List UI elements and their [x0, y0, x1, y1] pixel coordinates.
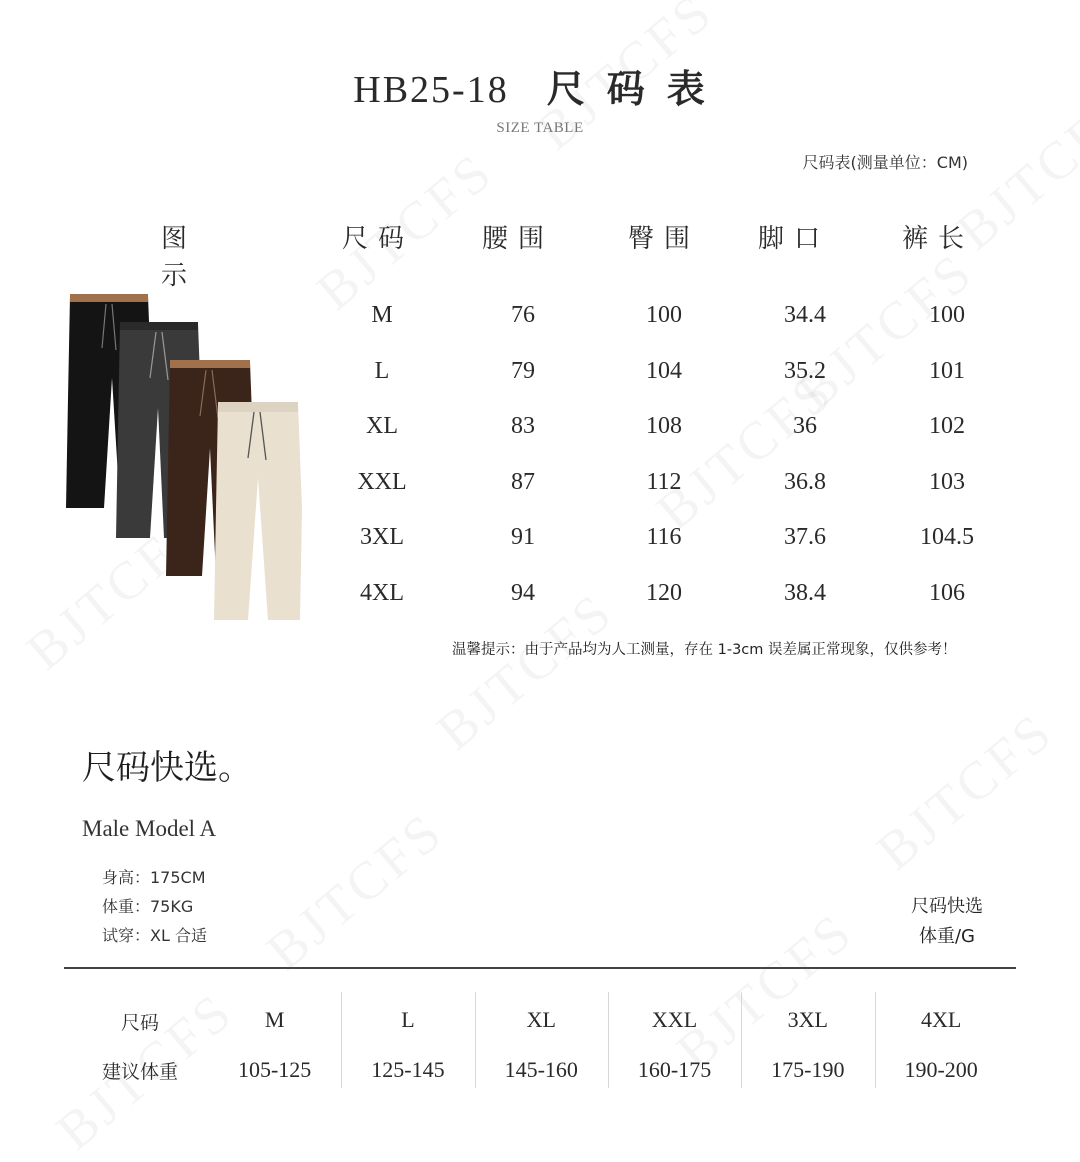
cell-waist: 87 [511, 468, 535, 495]
page-title [0, 58, 1080, 113]
product-code: HB25-18 [353, 69, 509, 111]
quick-size-cell: 3XL [787, 1007, 828, 1032]
cell-length: 106 [929, 579, 965, 606]
watermark [255, 800, 456, 983]
cell-hip: 112 [646, 468, 682, 495]
quick-weight-cell: 125-145 [371, 1057, 445, 1082]
quick-weight-cell: 145-160 [504, 1057, 578, 1082]
quick-weight-cell: 160-175 [637, 1057, 712, 1082]
cell-size: 3XL [360, 524, 404, 550]
row-label-weight: 建议体重 [101, 1061, 178, 1083]
quick-size-cell: 4XL [920, 1007, 962, 1032]
quick-weight-cell: 105-125 [237, 1057, 312, 1082]
pants-illustration-icon [60, 288, 310, 628]
quick-size-cell: XL [526, 1007, 556, 1032]
cell-size: XXL [357, 468, 407, 495]
column-header-hip: 臀围 [627, 224, 700, 254]
quick-size-cell: M [264, 1007, 285, 1032]
quick-size-cell: L [401, 1007, 415, 1032]
cell-hip: 104 [646, 357, 682, 384]
column-header-size: 尺码 [341, 224, 414, 254]
measurement-note: 温馨提示：由于产品均为人工测量，存在 1-3cm 误差属正常现象，仅供参考！ [452, 642, 957, 658]
quick-select-heading: 尺码快选。 [82, 748, 252, 788]
watermark [785, 240, 986, 423]
page-subtitle: SIZE TABLE [496, 120, 584, 136]
cell-waist: 91 [511, 524, 535, 550]
quick-weight-cell: 190-200 [904, 1057, 978, 1082]
cell-length: 101 [929, 357, 965, 384]
cell-length: 100 [929, 302, 965, 328]
cell-hem: 38.4 [784, 579, 826, 606]
divider [64, 967, 1016, 969]
column-header-length: 裤长 [901, 224, 974, 254]
column-divider [475, 992, 476, 1088]
column-header-waist: 腰围 [481, 224, 554, 254]
column-divider [341, 992, 342, 1088]
cell-hem: 34.4 [784, 302, 826, 328]
model-height: 身高：175CM [102, 868, 206, 887]
cell-hip: 116 [646, 524, 682, 550]
cell-length: 102 [929, 413, 965, 439]
column-divider [608, 992, 609, 1088]
quick-weight-cell: 175-190 [771, 1057, 845, 1082]
column-header-hem: 脚口 [757, 224, 830, 254]
title-cn: 尺码表 [546, 67, 727, 111]
model-name: Male Model A [82, 816, 217, 841]
cell-hip: 100 [646, 302, 682, 328]
cell-hem: 37.6 [784, 524, 826, 550]
row-label-size: 尺码 [120, 1012, 159, 1034]
cell-length: 104.5 [920, 524, 974, 550]
cell-waist: 83 [511, 413, 535, 439]
weight-unit-label: 体重/G [918, 926, 975, 947]
cell-size: 4XL [360, 579, 404, 606]
quick-select-label: 尺码快选 [911, 896, 983, 917]
cell-length: 103 [929, 468, 965, 495]
cell-hip: 108 [646, 413, 682, 439]
watermark [665, 900, 866, 1083]
cell-size: XL [366, 413, 398, 439]
cell-waist: 76 [511, 302, 535, 328]
unit-note: 尺码表(测量单位：CM) [802, 153, 968, 172]
watermark [425, 580, 626, 763]
cell-waist: 94 [511, 579, 535, 606]
cell-size: M [371, 302, 393, 328]
column-divider [741, 992, 742, 1088]
column-divider [875, 992, 876, 1088]
cell-hem: 36 [793, 413, 817, 439]
cell-hem: 36.8 [784, 468, 826, 495]
model-fit: 试穿：XL 合适 [102, 926, 207, 945]
column-header-illustration: 图示 [160, 224, 235, 291]
watermark [865, 700, 1066, 883]
model-weight: 体重：75KG [102, 897, 194, 916]
cell-waist: 79 [511, 357, 535, 384]
cell-size: L [374, 357, 390, 384]
beige-pants-icon [214, 402, 302, 620]
cell-hem: 35.2 [784, 357, 826, 384]
cell-hip: 120 [646, 579, 682, 606]
quick-size-cell: XXL [651, 1007, 698, 1032]
